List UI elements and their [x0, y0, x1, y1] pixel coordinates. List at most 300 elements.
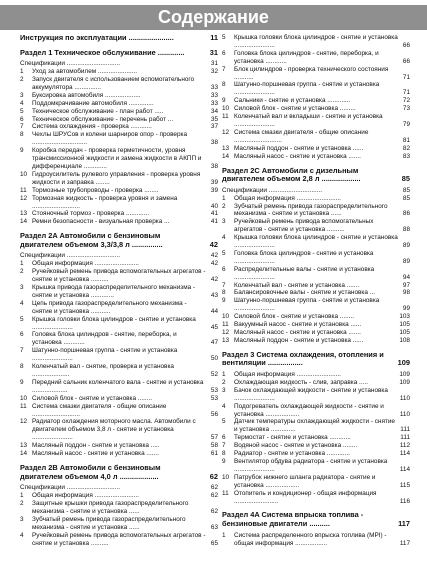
- toc-entry-number: 10: [20, 394, 28, 402]
- toc-entry-title: Охлаждающая жидкость - слив, заправка .....: [234, 378, 368, 386]
- toc-entry-title: Раздел 2A Автомобили с бензиновым двигателем объемом 3,3/3,8 л ...............: [20, 231, 163, 249]
- toc-entry[interactable]: [20, 532, 218, 548]
- toc-entry[interactable]: [20, 218, 218, 226]
- toc-entry-number: 1: [222, 194, 226, 202]
- toc-entry[interactable]: [222, 81, 410, 97]
- toc-entry[interactable]: [222, 321, 410, 329]
- toc-section-heading[interactable]: [20, 49, 218, 58]
- toc-entry-number: 2: [222, 202, 226, 210]
- toc-entry-title: Балансировочные валы - снятие и установка ...: [234, 289, 375, 297]
- toc-entry-title: Шатунно-поршневая группа - снятие и установка .......................: [32, 347, 178, 363]
- toc-page-number: 34: [210, 107, 218, 115]
- toc-entry[interactable]: [222, 490, 410, 506]
- toc-entry[interactable]: [20, 300, 218, 316]
- toc-page-number: 117: [399, 539, 410, 547]
- toc-page-number: 115: [399, 481, 410, 489]
- toc-entry-title: Защитные крышки привода газораспределительного механизма - снятие и установка ......: [32, 499, 189, 515]
- toc-page-number: 42: [210, 252, 218, 260]
- toc-entry-title: Водяной насос - снятие и установка ........: [234, 442, 358, 450]
- toc-page-number: 73: [402, 105, 410, 113]
- toc-entry-number: 3: [20, 284, 24, 292]
- toc-entry[interactable]: [20, 123, 218, 131]
- toc-entry-number: 12: [222, 128, 230, 136]
- toc-entry[interactable]: [222, 187, 410, 195]
- toc-entry[interactable]: [222, 434, 410, 442]
- toc-entry[interactable]: [20, 492, 218, 500]
- toc-entry-number: 5: [222, 418, 226, 426]
- toc-entry-title: Спецификации ..............................: [222, 186, 323, 194]
- toc-page-number: 109: [397, 358, 410, 368]
- toc-page-number: 88: [402, 226, 410, 234]
- toc-page-number: 56: [210, 410, 218, 418]
- toc-entry[interactable]: [20, 116, 218, 124]
- toc-entry-title: Чехлы ШРУСов и колени шарниров опор - проверка ...............................: [32, 131, 188, 147]
- toc-entry[interactable]: [20, 450, 218, 458]
- toc-page-number: 111: [400, 426, 410, 434]
- toc-entry[interactable]: [222, 203, 410, 219]
- toc-page-number: 108: [399, 336, 410, 344]
- toc-page-number: 33: [210, 91, 218, 99]
- toc-entry-title: Шатунно-поршневая группа - снятие и установка .......................: [234, 297, 380, 313]
- toc-entry[interactable]: [222, 145, 410, 153]
- toc-entry-title: Масляный насос - снятие и установка .......: [32, 450, 159, 458]
- toc-entry[interactable]: [222, 313, 410, 321]
- toc-entry-title: Запуск двигателя с использованием вспомогательного аккумулятора ...............: [32, 76, 195, 91]
- toc-page-number: 62: [210, 492, 218, 500]
- toc-entry-title: Спецификации ..............................: [20, 60, 121, 68]
- toc-entry-title: Крышка привода газораспределительного механизма - снятие и установка .............: [32, 284, 196, 299]
- toc-entry-number: 11: [222, 113, 229, 121]
- toc-entry-number: 6: [20, 115, 24, 123]
- toc-entry[interactable]: [222, 218, 410, 234]
- toc-entry-title: Цепь привода газораспределительного механизма - снятие и установка ...........: [32, 299, 187, 315]
- toc-entry-title: Техническое обслуживание - план работ .....: [32, 107, 164, 115]
- toc-entry-number: 12: [20, 418, 28, 426]
- toc-page-number: 57: [210, 434, 218, 442]
- toc-page-number: 81: [402, 136, 410, 144]
- toc-entry-number: 11: [20, 402, 27, 410]
- toc-page-number: 99: [402, 305, 410, 313]
- toc-entry[interactable]: [20, 195, 218, 211]
- toc-page-number: 62: [210, 507, 218, 515]
- toc-entry-title: Радиатор - снятие и установка .............: [234, 450, 350, 458]
- toc-entry[interactable]: [222, 337, 410, 345]
- toc-entry-title: Передний сальник коленчатого вала - снятие и установка ....................: [32, 378, 204, 394]
- toc-entry-title: Масляный поддон - снятие и установка .....: [32, 442, 160, 450]
- toc-entry[interactable]: [222, 50, 410, 66]
- toc-entry-number: 1: [222, 371, 226, 378]
- toc-entry-number: 2: [20, 268, 24, 276]
- toc-entry-title: Крышка головки блока цилиндров - снятие и установка .......................: [234, 34, 398, 49]
- toc-entry[interactable]: [20, 331, 218, 347]
- toc-entry-title: Буксировка автомобиля ....................: [32, 91, 141, 99]
- toc-page-number: 112: [399, 442, 410, 450]
- toc-entry-title: Раздел 4A Система впрыска топлива - бензиновые двигатели ..........: [222, 510, 364, 528]
- toc-entry-title: Радиатор охлаждения моторного масла. Автомобили с двигателем объемом 3,8 л - снятие и установка .......................: [32, 418, 196, 442]
- toc-entry-title: Головка блока цилиндров - снятие, переборка, и установка ............: [32, 331, 177, 347]
- toc-entry[interactable]: [20, 147, 218, 171]
- toc-entry-title: Общая информация .........................: [32, 260, 139, 268]
- toc-entry[interactable]: [20, 500, 218, 516]
- toc-entry-number: 6: [222, 434, 226, 442]
- toc-entry[interactable]: [20, 92, 218, 100]
- toc-entry-title: Блок цилиндров - проверка технического состояния ...........: [234, 65, 389, 81]
- toc-entry-number: 12: [222, 329, 230, 336]
- toc-page-number: 38: [210, 162, 218, 170]
- toc-entry-title: Спецификации ..............................: [20, 484, 121, 492]
- toc-page-number: 41: [210, 218, 218, 226]
- toc-entry-title: Система распределенного впрыска топлива (MPI) - общая информация ..................: [234, 531, 387, 547]
- toc-entry-title: Ремни безопасности - визуальная проверка ...: [32, 218, 170, 226]
- toc-entry-title: Стояночный тормоз - проверка .............: [32, 210, 150, 218]
- toc-entry-number: 7: [222, 442, 226, 450]
- toc-right-column: [222, 34, 410, 547]
- toc-entry[interactable]: [20, 363, 218, 379]
- toc-entry-title: Подогреватель охлаждающей жидкости - снятие и установка ...................: [234, 402, 384, 418]
- toc-page-number: 82: [402, 144, 410, 152]
- toc-page-number: 11: [210, 33, 218, 42]
- toc-entry-title: Тормозная жидкость - проверка уровня и замена ...........................: [32, 194, 178, 210]
- toc-page-number: 89: [402, 257, 410, 265]
- toc-entry[interactable]: [20, 379, 218, 395]
- toc-page-number: 85: [402, 186, 410, 194]
- toc-entry-title: Система смазки двигателя - общие описание ...........................: [234, 128, 369, 144]
- toc-entry-title: Коленчатый вал и вкладыши - снятие и установка .......................: [234, 113, 383, 128]
- toc-page-number: 89: [402, 242, 410, 250]
- toc-entry-title: Зубчатый ремень привода газораспределительного механизма - снятие и установка ......: [234, 202, 388, 218]
- toc-entry-number: 9: [20, 147, 24, 155]
- toc-page-number: 105: [399, 321, 410, 329]
- toc-entry-number: 14: [222, 152, 230, 160]
- toc-entry[interactable]: [222, 66, 410, 82]
- toc-entry-number: 1: [20, 260, 24, 268]
- toc-page-number: 61: [210, 450, 218, 458]
- toc-entry-title: Распределительные валы - снятие и установка .......................: [234, 265, 375, 281]
- toc-entry-number: 7: [222, 281, 226, 289]
- toc-entry-title: Масляный поддон - снятие и установка ......: [234, 336, 364, 344]
- toc-entry-title: Силовой блок - снятие и установка ........: [234, 313, 354, 321]
- toc-entry-title: Сальники - снятие и установка .............: [234, 97, 351, 105]
- toc-page-number: 33: [210, 99, 218, 107]
- toc-page-number: 94: [402, 273, 410, 281]
- toc-entry[interactable]: [20, 418, 218, 442]
- toc-entry-title: Система охлаждения - проверка ............: [32, 123, 152, 131]
- toc-section-heading[interactable]: [20, 232, 218, 249]
- toc-entry-number: 8: [222, 81, 226, 89]
- toc-entry-title: Масляный поддон - снятие и установка ......: [234, 144, 364, 152]
- toc-entry[interactable]: [222, 113, 410, 129]
- toc-entry-title: Раздел 1 Техническое обслуживание .............: [20, 47, 185, 57]
- toc-page-number: 98: [402, 289, 410, 297]
- toc-entry-number: 7: [222, 65, 226, 73]
- toc-page-number: 109: [399, 371, 410, 378]
- toc-entry-title: Уход за автомобилем ......................: [32, 68, 137, 76]
- toc-entry-title: Датчик температуры охлаждающей жидкости - снятие и установка ..............: [234, 418, 395, 434]
- toc-entry[interactable]: [222, 266, 410, 282]
- toc-entry-number: 7: [20, 123, 24, 131]
- page-title: Содержание: [0, 5, 427, 30]
- toc-entry-number: 8: [20, 363, 24, 371]
- toc-entry[interactable]: [222, 153, 410, 161]
- toc-entry-title: Головка блока цилиндров - снятие и установка .......................: [234, 249, 374, 265]
- toc-entry[interactable]: [20, 76, 218, 92]
- toc-page-number: 109: [399, 378, 410, 386]
- toc-page-number: 42: [210, 260, 218, 268]
- toc-entry-title: Спецификации ..............................: [20, 252, 121, 260]
- toc-entry-title: Масляный насос - снятие и установка .......: [234, 329, 361, 336]
- toc-entry-number: 1: [222, 531, 226, 539]
- toc-entry[interactable]: [222, 129, 410, 145]
- toc-page-number: 114: [399, 465, 410, 473]
- toc-entry[interactable]: [20, 100, 218, 108]
- toc-entry[interactable]: [222, 195, 410, 203]
- toc-entry-number: 6: [20, 331, 24, 339]
- toc-entry-number: 3: [222, 386, 226, 394]
- toc-entry-title: Отопитель и кондиционер - общая информация .........................: [234, 489, 377, 505]
- toc-page-number: 71: [402, 73, 410, 81]
- toc-entry-title: Вакуумный насос - снятие и установка ......: [234, 321, 362, 329]
- toc-entry[interactable]: [222, 442, 410, 450]
- toc-entry-number: 5: [222, 34, 226, 41]
- toc-entry[interactable]: [20, 268, 218, 284]
- toc-entry-title: Вентилятор обдува радиатора - снятие и установка .......................: [234, 457, 388, 473]
- toc-page-number: 85: [401, 174, 410, 184]
- toc-page-number: 53: [210, 386, 218, 394]
- toc-page-number: 63: [210, 523, 218, 531]
- toc-page-number: 71: [402, 89, 410, 97]
- toc-entry[interactable]: [222, 379, 410, 387]
- toc-entry-title: Силовой блок - снятие и установка .........: [234, 105, 356, 113]
- toc-entry-number: 12: [20, 194, 28, 202]
- toc-entry-title: Ручейковый ремень привода вспомогательных агрегатов - снятие и установка ..........: [32, 268, 206, 284]
- toc-page-number: 103: [399, 313, 410, 321]
- toc-entry-title: Раздел 2C Автомобили с дизельным двигателем объемом 2,8 л ...................: [222, 165, 361, 184]
- toc-entry-number: 5: [20, 107, 24, 115]
- toc-entry-title: Коленчатый вал - снятие и установка .......: [234, 281, 360, 289]
- toc-entry-number: 3: [20, 91, 24, 99]
- toc-entry-number: 9: [222, 297, 226, 305]
- toc-entry-number: 4: [20, 531, 24, 539]
- toc-entry[interactable]: [222, 105, 410, 113]
- toc-page-number: 114: [399, 450, 410, 458]
- toc-entry[interactable]: [222, 289, 410, 297]
- toc-entry[interactable]: [222, 474, 410, 490]
- toc-entry-title: Термостат - снятие и установка ............: [234, 434, 351, 442]
- toc-page-number: 39: [210, 178, 218, 186]
- toc-page-number: 38: [210, 139, 218, 147]
- toc-entry-number: 4: [222, 402, 226, 410]
- toc-entry[interactable]: [20, 516, 218, 532]
- toc-entry-title: Поддомкрачивание автомобиля ..............: [32, 99, 154, 107]
- toc-section-heading[interactable]: [20, 34, 218, 43]
- toc-page-number: 116: [399, 497, 410, 505]
- toc-section-heading[interactable]: [20, 464, 218, 481]
- toc-entry-title: Бачок охлаждающей жидкости - снятие и установка .......................: [234, 386, 388, 402]
- toc-page-number: 42: [210, 276, 218, 284]
- toc-section-heading[interactable]: [222, 351, 410, 368]
- toc-entry-title: Общая информация .........................: [234, 194, 341, 202]
- toc-entry[interactable]: [222, 450, 410, 458]
- toc-entry[interactable]: [222, 458, 410, 474]
- toc-entry-number: 9: [222, 97, 226, 105]
- toc-entry-number: 2: [222, 378, 226, 386]
- toc-entry-number: 9: [20, 378, 24, 386]
- toc-page-number: 86: [402, 210, 410, 218]
- toc-entry[interactable]: [222, 418, 410, 434]
- toc-entry-number: 13: [222, 336, 230, 344]
- toc-entry[interactable]: [20, 68, 218, 76]
- toc-entry-title: Инструкция по эксплуатации ......................: [20, 33, 174, 42]
- toc-entry-title: Коленчатый вал - снятие, проверка и установка .....................: [32, 363, 174, 378]
- toc-entry-number: 8: [20, 131, 24, 139]
- toc-entry-number: 1: [20, 492, 24, 500]
- toc-page-number: 31: [210, 60, 218, 68]
- toc-section-heading[interactable]: [222, 167, 410, 184]
- toc-entry-title: Раздел 3 Система охлаждения, отопления и вентиляции .................: [222, 349, 384, 368]
- toc-page-number: 40: [210, 202, 218, 210]
- toc-entry[interactable]: [20, 131, 218, 147]
- toc-entry-title: Общая информация .........................: [234, 371, 341, 378]
- toc-entry[interactable]: [20, 108, 218, 116]
- toc-page-number: 35: [210, 115, 218, 123]
- toc-entry-number: 13: [222, 144, 230, 152]
- toc-page-number: 43: [210, 291, 218, 299]
- toc-entry[interactable]: [222, 97, 410, 105]
- toc-entry[interactable]: [222, 371, 410, 379]
- toc-page-number: 47: [210, 339, 218, 347]
- toc-entry[interactable]: [222, 532, 410, 548]
- toc-page-number: 117: [398, 519, 410, 528]
- toc-entry-title: Техническое обслуживание - перечень работ ...: [32, 115, 174, 123]
- toc-page-number: 85: [402, 194, 410, 202]
- toc-entry[interactable]: [222, 250, 410, 266]
- toc-entry-number: 3: [20, 515, 24, 523]
- toc-page-number: 83: [402, 152, 410, 160]
- toc-entry-number: 11: [222, 489, 229, 497]
- toc-left-column: [20, 34, 218, 547]
- toc-page-number: 39: [210, 186, 218, 194]
- toc-entry-title: Масляный насос - снятие и установка .......: [234, 152, 361, 160]
- toc-entry-number: 3: [222, 218, 226, 226]
- toc-page-number: 44: [210, 307, 218, 315]
- toc-entry[interactable]: [20, 316, 218, 332]
- toc-entry-title: Крышка головки блока цилиндров - снятие и установка .......................: [32, 315, 196, 331]
- toc-entry[interactable]: [222, 387, 410, 403]
- toc-entry-number: 5: [20, 315, 24, 323]
- toc-entry[interactable]: [222, 329, 410, 337]
- toc-entry-title: Крышка головки блока цилиндров - снятие и установка .......................: [234, 234, 398, 250]
- toc-page-number: 65: [210, 539, 218, 547]
- toc-page-number: 110: [399, 410, 410, 418]
- toc-entry-number: 4: [222, 234, 226, 242]
- toc-entry-number: 2: [20, 499, 24, 507]
- toc-entry-title: Ручейковый ремень привода вспомогательных агрегатов - снятие и установка ..........: [32, 531, 206, 547]
- toc-page-number: 41: [210, 210, 218, 218]
- toc-entry-title: Раздел 2B Автомобили с бензиновым двигателем объемом 4,0 л ...................: [20, 462, 161, 481]
- toc-entry-title: Коробка передач - проверка герметичности, уровня трансмиссионной жидкости и замена жидкости в АКПП и дифференциале .............: [32, 147, 202, 170]
- toc-entry-number: 10: [222, 313, 230, 321]
- toc-page-number: 105: [399, 329, 410, 336]
- toc-entry-title: Общая информация .........................: [32, 492, 139, 500]
- toc-page-number: 110: [399, 394, 410, 402]
- toc-page-number: 45: [210, 323, 218, 331]
- toc-entry-number: 2: [20, 76, 24, 83]
- toc-entry-title: Ручейковый ремень привода вспомогательных агрегатов - снятие и установка ..........: [234, 218, 374, 234]
- toc-entry-title: Гидроусилитель рулевого управления - проверка уровня жидкости и заправка ........: [32, 170, 201, 186]
- toc-page-number: 50: [210, 355, 218, 363]
- toc-page-number: 32: [210, 68, 218, 76]
- toc-entry-title: Силовой блок - снятие и установка ........: [32, 394, 152, 402]
- toc-entry[interactable]: [222, 403, 410, 419]
- toc-entry-title: Головка блока цилиндров - снятие, переборка, и установка ............: [234, 49, 379, 65]
- toc-page-number: 58: [210, 442, 218, 450]
- toc-entry-number: 14: [20, 450, 28, 458]
- toc-entry[interactable]: [222, 297, 410, 313]
- toc-entry-number: 10: [222, 473, 230, 481]
- toc-page-number: 79: [402, 120, 410, 128]
- toc-entry-number: 13: [20, 210, 28, 218]
- toc-entry[interactable]: [222, 234, 410, 250]
- toc-page-number: 66: [402, 57, 410, 65]
- toc-entry[interactable]: [20, 347, 218, 363]
- toc-entry-number: 8: [222, 450, 226, 458]
- toc-page-number: 31: [209, 47, 218, 57]
- toc-page-number: 53: [210, 394, 218, 402]
- toc-page-number: 97: [402, 281, 410, 289]
- toc-entry-title: Патрубок нижнего шланга радиатора - снятие и установка ...................: [234, 473, 376, 489]
- toc-entry[interactable]: [222, 34, 410, 50]
- toc-page-number: 42: [209, 239, 218, 249]
- toc-entry-number: 5: [222, 249, 226, 257]
- toc-entry-number: 9: [222, 457, 226, 465]
- toc-entry-number: 4: [20, 299, 24, 307]
- toc-entry-number: 10: [20, 170, 28, 178]
- toc-page-number: 52: [210, 371, 218, 378]
- toc-entry-number: 11: [222, 321, 229, 329]
- toc-entry[interactable]: [20, 484, 218, 492]
- toc-entry[interactable]: [20, 187, 218, 195]
- toc-section-heading[interactable]: [222, 511, 410, 528]
- toc-page-number: 33: [210, 83, 218, 91]
- toc-page-number: 111: [400, 434, 410, 442]
- toc-page-number: 72: [402, 97, 410, 105]
- toc-entry-number: 1: [20, 68, 24, 76]
- toc-entry[interactable]: [20, 442, 218, 450]
- toc-entry[interactable]: [20, 60, 218, 68]
- toc-page-number: 62: [210, 484, 218, 492]
- toc-entry-title: Система смазки двигателя - общие описание ...........................: [32, 402, 167, 418]
- toc-entry[interactable]: [222, 282, 410, 290]
- toc-entry-number: 10: [222, 105, 230, 113]
- toc-entry[interactable]: [20, 284, 218, 300]
- toc-entry[interactable]: [20, 171, 218, 187]
- toc-page-number: 37: [210, 123, 218, 131]
- toc-entry-number: 13: [20, 442, 28, 450]
- toc-entry-number: 7: [20, 347, 24, 355]
- toc-entry[interactable]: [20, 395, 218, 403]
- toc-page-number: 66: [402, 41, 410, 49]
- toc-entry-number: 11: [20, 186, 27, 194]
- toc-entry-number: 14: [20, 218, 28, 226]
- toc-entry[interactable]: [20, 403, 218, 419]
- toc-entry-title: Тормозные трубопроводы - проверка ........: [32, 186, 159, 194]
- toc-entry-number: 6: [222, 265, 226, 273]
- toc-entry-number: 6: [222, 49, 226, 57]
- toc-page-number: 62: [209, 471, 218, 481]
- toc-entry-number: 8: [222, 289, 226, 297]
- toc-entry-title: Шатунно-поршневая группа - снятие и установка .......................: [234, 81, 380, 97]
- toc-entry-number: 4: [20, 99, 24, 107]
